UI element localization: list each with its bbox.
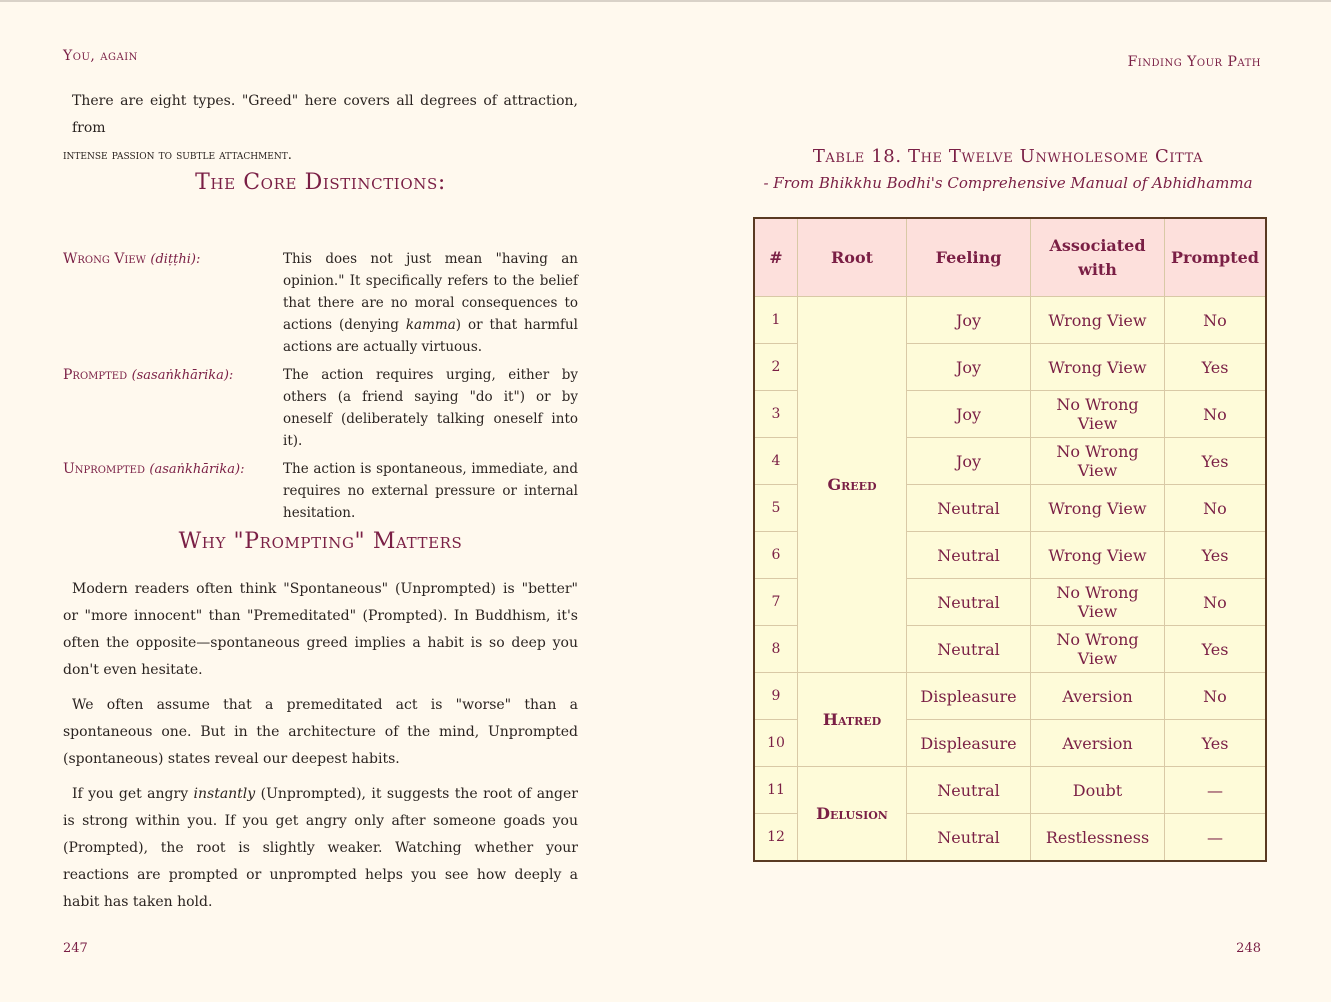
term-pali: (sasaṅkhārika): — [131, 368, 234, 383]
lead-paragraph — [63, 88, 578, 169]
running-head-right: Finding Your Path — [1127, 54, 1261, 70]
definitions-list — [63, 248, 578, 530]
header-prompted: Prompted — [1165, 218, 1267, 297]
associated-cell: Wrong View — [1031, 485, 1165, 532]
term-pali: (diṭṭhi): — [150, 252, 201, 267]
heading-core-distinctions: The Core Distinctions: — [195, 170, 446, 195]
associated-cell: Wrong View — [1031, 344, 1165, 391]
term-label: Wrong View — [63, 251, 146, 267]
paragraph-text: If you get angry — [72, 786, 194, 802]
feeling-cell: Neutral — [907, 814, 1031, 862]
header-num: # — [754, 218, 798, 297]
feeling-cell: Joy — [907, 391, 1031, 438]
row-number-cell: 2 — [754, 344, 798, 391]
row-number-cell: 11 — [754, 767, 798, 814]
associated-cell: Wrong View — [1031, 532, 1165, 579]
feeling-cell: Joy — [907, 438, 1031, 485]
paragraph-text-after: (Unprompted), it suggests the root of anger is strong within you. If you get angry only after someone goads you (Prompted), the root is slightly weaker. Watching whether your reactions are prompted or unprompted helps you see how deeply a habit has taken hold. — [63, 786, 578, 910]
row-number-cell: 3 — [754, 391, 798, 438]
prompted-cell: No — [1165, 485, 1267, 532]
row-number-cell: 5 — [754, 485, 798, 532]
definition-prompted — [63, 364, 578, 452]
definition-body — [283, 364, 578, 452]
feeling-cell: Neutral — [907, 485, 1031, 532]
header-feeling: Feeling — [907, 218, 1031, 297]
unwholesome-citta-table — [753, 217, 1267, 862]
definition-wrong-view — [63, 248, 578, 358]
feeling-cell: Neutral — [907, 767, 1031, 814]
feeling-cell: Neutral — [907, 532, 1031, 579]
body-paragraph — [63, 692, 578, 773]
definition-body — [283, 248, 578, 358]
prompted-cell: — — [1165, 814, 1267, 862]
definition-italic: kamma — [405, 317, 456, 333]
left-page — [0, 0, 665, 1002]
table-header-row — [754, 218, 1266, 297]
root-cell: Delusion — [798, 767, 907, 862]
prompted-cell: Yes — [1165, 720, 1267, 767]
right-page — [665, 0, 1331, 1002]
page-number-left: 247 — [63, 941, 88, 956]
table-row — [754, 767, 1266, 814]
heading-why-prompting-matters: Why "Prompting" Matters — [178, 529, 463, 554]
paragraph-text: Modern readers often think "Spontaneous" (Unprompted) is "better" or "more innocent" than "Premeditated" (Prompted). In Buddhism, it's often the opposite—spontaneous greed implies a habit is so deep you don't even hesitate. — [63, 581, 578, 678]
definition-term — [63, 458, 283, 524]
prompted-cell: No — [1165, 673, 1267, 720]
definition-text: The action is spontaneous, immediate, and requires no external pressure or internal hesitation. — [283, 461, 578, 521]
term-pali: (asaṅkhārika): — [149, 462, 245, 477]
definition-text: This does not just mean "having an opinion." It specifically refers to the belief that there are no moral consequences to actions (denying — [283, 251, 578, 333]
term-label: Prompted — [63, 367, 128, 383]
prompted-cell: No — [1165, 391, 1267, 438]
definition-unprompted — [63, 458, 578, 524]
table-body — [754, 297, 1266, 862]
associated-cell: Doubt — [1031, 767, 1165, 814]
table-subtitle: - From Bhikkhu Bodhi's Comprehensive Manual of Abhidhamma — [763, 174, 1253, 192]
prompted-cell: No — [1165, 579, 1267, 626]
feeling-cell: Displeasure — [907, 673, 1031, 720]
body-text — [63, 576, 578, 924]
prompted-cell: — — [1165, 767, 1267, 814]
prompted-cell: Yes — [1165, 344, 1267, 391]
feeling-cell: Neutral — [907, 579, 1031, 626]
row-number-cell: 10 — [754, 720, 798, 767]
row-number-cell: 7 — [754, 579, 798, 626]
associated-cell: Wrong View — [1031, 297, 1165, 344]
root-cell: Hatred — [798, 673, 907, 767]
associated-cell: No Wrong View — [1031, 438, 1165, 485]
feeling-cell: Neutral — [907, 626, 1031, 673]
row-number-cell: 12 — [754, 814, 798, 862]
row-number-cell: 9 — [754, 673, 798, 720]
paragraph-italic: instantly — [193, 786, 256, 802]
lead-line-2: intense passion to subtle attachment. — [63, 148, 292, 163]
header-root: Root — [798, 218, 907, 297]
prompted-cell: Yes — [1165, 626, 1267, 673]
table-title: Table 18. The Twelve Unwholesome Citta — [812, 146, 1204, 167]
page-number-right: 248 — [1236, 941, 1261, 956]
feeling-cell: Displeasure — [907, 720, 1031, 767]
lead-line-1: There are eight types. "Greed" here covers all degrees of attraction, from — [72, 93, 578, 136]
feeling-cell: Joy — [907, 344, 1031, 391]
prompted-cell: No — [1165, 297, 1267, 344]
associated-cell: Aversion — [1031, 673, 1165, 720]
row-number-cell: 1 — [754, 297, 798, 344]
associated-cell: Aversion — [1031, 720, 1165, 767]
table-row — [754, 673, 1266, 720]
row-number-cell: 4 — [754, 438, 798, 485]
row-number-cell: 8 — [754, 626, 798, 673]
term-label: Unprompted — [63, 461, 145, 477]
header-associated: Associated with — [1031, 218, 1165, 297]
root-cell: Greed — [798, 297, 907, 673]
associated-cell: No Wrong View — [1031, 579, 1165, 626]
definition-term — [63, 248, 283, 358]
associated-cell: No Wrong View — [1031, 626, 1165, 673]
table-row — [754, 297, 1266, 344]
body-paragraph — [63, 576, 578, 684]
prompted-cell: Yes — [1165, 532, 1267, 579]
definition-body — [283, 458, 578, 524]
feeling-cell: Joy — [907, 297, 1031, 344]
body-paragraph — [63, 781, 578, 916]
definition-text-after: ) or that harmful actions are actually virtuous. — [283, 317, 579, 355]
running-head-left: You, again — [63, 48, 138, 64]
definition-term — [63, 364, 283, 452]
associated-cell: No Wrong View — [1031, 391, 1165, 438]
definition-text: The action requires urging, either by others (a friend saying "do it") or by oneself (deliberately talking oneself into it). — [283, 367, 578, 449]
associated-cell: Restlessness — [1031, 814, 1165, 862]
row-number-cell: 6 — [754, 532, 798, 579]
paragraph-text: We often assume that a premeditated act is "worse" than a spontaneous one. But in the architecture of the mind, Unprompted (spontaneous) states reveal our deepest habits. — [63, 697, 578, 767]
prompted-cell: Yes — [1165, 438, 1267, 485]
